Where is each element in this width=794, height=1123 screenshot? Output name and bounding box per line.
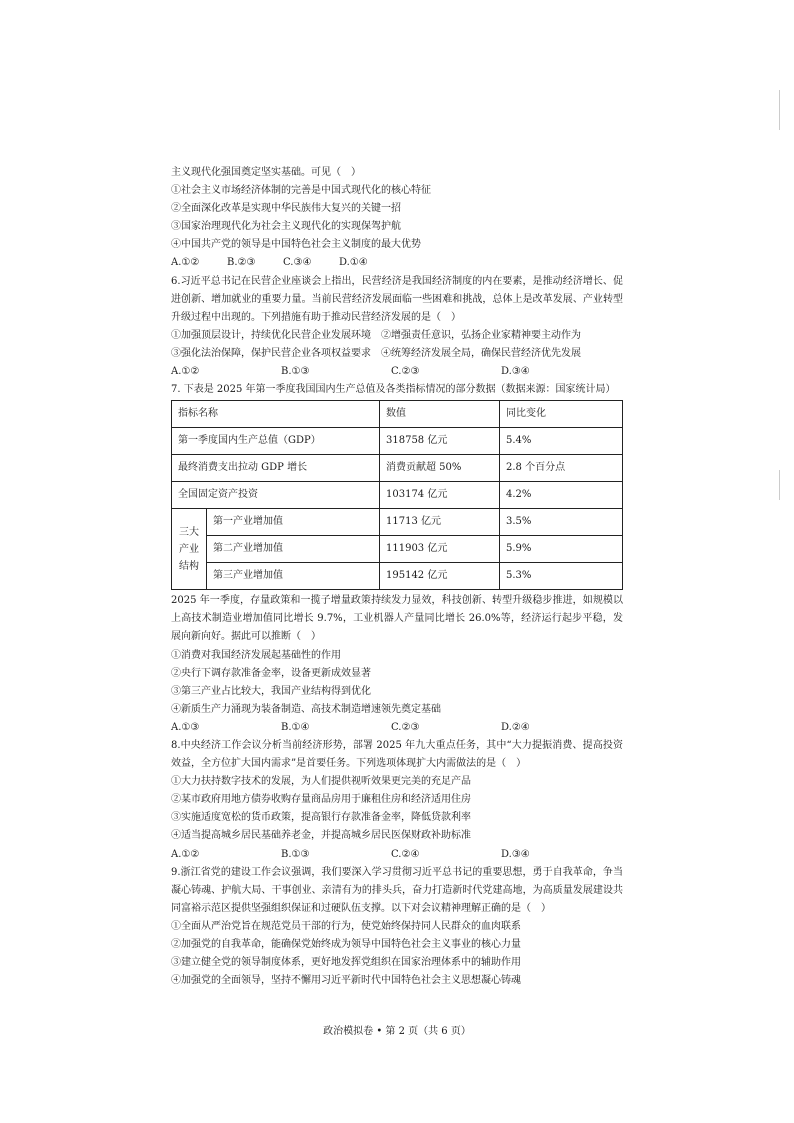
table-cell: 最终消费支出拉动 GDP 增长 [172, 455, 380, 482]
table-row [172, 509, 623, 536]
q7-material: 2025 年一季度，存量政策和一揽子增量政策持续发力显效，科技创新、转型升级稳步推进，如规模以上高技术制造业增加值同比增长 9.7%，工业机器人产量同比增长 26.0%等，经济运行起步平稳，发展向新向好。据此可以推断（ ） [171, 595, 623, 643]
table-header-row [172, 401, 623, 428]
table-header-cell: 同比变化 [500, 401, 623, 428]
table-cell: 第一季度国内生产总值（GDP） [172, 428, 380, 455]
table-cell: 3.5% [500, 509, 623, 536]
q7-statement: ③第三产业占比较大，我国产业结构得到优化 [171, 685, 371, 697]
option-c: C.②③ [391, 366, 420, 378]
option-c: C.②④ [391, 848, 420, 860]
table-row [172, 482, 623, 509]
table-cell: 第一产业增加值 [207, 509, 380, 536]
q6-statements-row: ③强化法治保障，保护民营企业各项权益要求 ④统筹经济发展全局，确保民营经济优先发展 [171, 347, 581, 359]
table-row [172, 455, 623, 482]
table-cell: 103174 亿元 [380, 482, 500, 509]
table-cell: 195142 亿元 [380, 563, 500, 590]
option-d: D.③④ [501, 848, 530, 860]
q7-statement: ④新质生产力涌现为装备制造、高技术制造增速领先奠定基础 [171, 703, 441, 715]
q7-intro: 7. 下表是 2025 年第一季度我国国内生产总值及各类指标情况的部分数据（数据来源：国家统计局） [171, 384, 616, 396]
option-c: C.③④ [283, 257, 312, 269]
table-cell: 111903 亿元 [380, 536, 500, 563]
q6-statements-row: ①加强顶层设计，持续优化民营企业发展环境 ②增强责任意识，弘扬企业家精神要主动作为 [171, 329, 581, 341]
table-cell: 4.2% [500, 482, 623, 509]
group-label-line: 产业 [179, 543, 199, 555]
table-cell: 5.9% [500, 536, 623, 563]
q8-stem: 8.中央经济工作会议分析当前经济形势，部署 2025 年九大重点任务，其中“大力提振消费、提高投资效益，全方位扩大国内需求”是首要任务。下列选项体现扩大内需做法的是（ ） [171, 739, 623, 770]
table-row [172, 563, 623, 590]
q9-stem: 9.浙江省党的建设工作会议强调，我们要深入学习贯彻习近平总书记的重要思想，勇于自我革命，争当凝心铸魂、护航大局、干事创业、亲清有为的排头兵，奋力打造新时代党建高地，为高质量发展建设共同富裕示范区提供坚强组织保证和过硬队伍支撑。以下对会议精神理解正确的是（ ） [171, 866, 623, 914]
q5-statement: ③国家治理现代化为社会主义现代化的实现保驾护航 [171, 221, 401, 233]
q8-statement: ②某市政府用地方债券收购存量商品房用于廉租住房和经济适用住房 [171, 794, 471, 806]
table-cell: 318758 亿元 [380, 428, 500, 455]
option-c: C.②③ [391, 721, 420, 733]
q8-statement: ①大力扶持数字技术的发展，为人们提供视听效果更完美的充足产品 [171, 776, 471, 788]
q6-options [171, 363, 623, 381]
q5-options [171, 254, 623, 272]
q9-statement: ④加强党的全面领导，坚持不懈用习近平新时代中国特色社会主义思想凝心铸魂 [171, 975, 521, 987]
table-header-cell: 数值 [380, 401, 500, 428]
option-b: B.①③ [281, 848, 310, 860]
option-d: D.③④ [501, 366, 530, 378]
gdp-data-table [171, 400, 623, 590]
table-cell: 2.8 个百分点 [500, 455, 623, 482]
q7-options [171, 719, 623, 737]
group-label-line: 结构 [179, 560, 199, 572]
q6-stem: 6.习近平总书记在民营企业座谈会上指出，民营经济是我国经济制度的内在要素，是推动经济增长、促进创新、增加就业的重要力量。当前民营经济发展面临一些困难和挑战，总体上是改革发展、产业转型升级过程中出现的。下列措施有助于推动民营经济发展的是（ ） [171, 275, 623, 323]
table-cell: 5.4% [500, 428, 623, 455]
q9-statement: ②加强党的自我革命，能确保党始终成为领导中国特色社会主义事业的核心力量 [171, 939, 521, 950]
table-header-cell: 指标名称 [172, 401, 380, 428]
option-a: A.①② [171, 848, 200, 860]
industry-structure-label [172, 509, 207, 590]
option-b: B.①③ [281, 366, 310, 378]
option-d: D.①④ [339, 257, 368, 269]
table-cell: 11713 亿元 [380, 509, 500, 536]
table-cell: 第三产业增加值 [207, 563, 380, 590]
question-content [171, 164, 623, 990]
q7-statement: ①消费对我国经济发展起基础性的作用 [171, 649, 341, 661]
table-cell: 全国固定资产投资 [172, 482, 380, 509]
q5-stem-end: 主义现代化强国奠定坚实基础。可见（ ） [171, 167, 361, 178]
table-cell: 消费贡献超 50% [380, 455, 500, 482]
option-b: B.②③ [227, 257, 256, 269]
option-d: D.②④ [501, 721, 530, 733]
q8-statement: ④适当提高城乡居民基础养老金，并提高城乡居民医保财政补助标准 [171, 830, 471, 842]
table-row [172, 428, 623, 455]
q5-statement: ④中国共产党的领导是中国特色社会主义制度的最大优势 [171, 239, 421, 251]
q7-statement: ②央行下调存款准备金率，设备更新成效显著 [171, 667, 371, 679]
q9-statement: ①全面从严治党旨在规范党员干部的行为，使党始终保持同人民群众的血肉联系 [171, 920, 521, 932]
q8-options [171, 846, 623, 864]
scan-edge-mark [779, 470, 780, 500]
table-cell: 5.3% [500, 563, 623, 590]
option-a: A.①② [171, 257, 200, 269]
group-label-line: 三大 [179, 526, 199, 538]
option-b: B.①④ [281, 721, 310, 733]
option-a: A.①③ [171, 721, 200, 733]
table-cell: 第二产业增加值 [207, 536, 380, 563]
q5-statement: ①社会主义市场经济体制的完善是中国式现代化的核心特征 [171, 185, 431, 197]
q8-statement: ③实施适度宽松的货币政策，提高银行存款准备金率，降低贷款利率 [171, 812, 471, 824]
option-a: A.①② [171, 366, 200, 378]
q5-statement: ②全面深化改革是实现中华民族伟大复兴的关键一招 [171, 203, 401, 215]
page-footer: 政治模拟卷 • 第 2 页（共 6 页） [323, 1026, 471, 1037]
scan-edge-mark [779, 90, 780, 130]
q9-statement: ③建立健全党的领导制度体系，更好地发挥党组织在国家治理体系中的辅助作用 [171, 957, 521, 969]
table-row [172, 536, 623, 563]
